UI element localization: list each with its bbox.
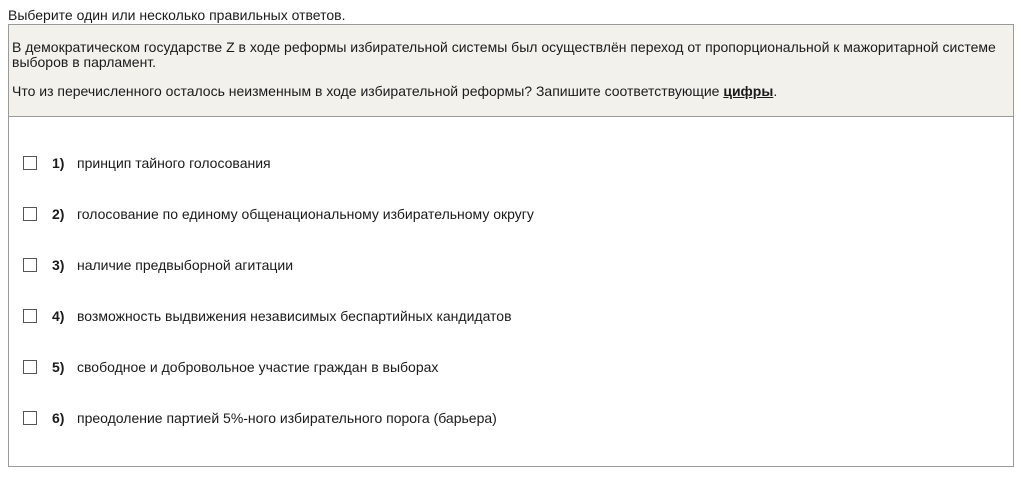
checkbox[interactable]: [23, 156, 37, 170]
option-text: принцип тайного голосования: [77, 155, 271, 171]
option-number: 4): [52, 308, 65, 324]
checkbox[interactable]: [23, 411, 37, 425]
question-prompt-text: Что из перечисленного осталось неизменным в ходе избирательной реформы? Запишите соответствующие: [12, 83, 724, 99]
answer-option-1[interactable]: [23, 153, 271, 173]
answer-option-5[interactable]: [23, 357, 438, 377]
question-prompt-suffix: .: [773, 83, 778, 99]
option-number: 5): [52, 359, 65, 375]
question-prompt-emphasis: цифры: [723, 83, 774, 99]
option-text: свободное и добровольное участие граждан в выборах: [77, 359, 439, 375]
question-statement: В демократическом государстве Z в ходе реформы избирательной системы был осуществлён переход от пропорциональной к мажоритарной системе выборов в парламент.: [12, 39, 996, 70]
answer-option-2[interactable]: [23, 204, 534, 224]
option-number: 2): [52, 206, 65, 222]
checkbox[interactable]: [23, 309, 37, 323]
option-text: преодоление партией 5%-ного избирательного порога (барьера): [77, 410, 497, 426]
question-block: [9, 25, 1013, 117]
option-text: наличие предвыборной агитации: [77, 257, 294, 273]
option-text: возможность выдвижения независимых беспартийных кандидатов: [77, 308, 512, 324]
task-box: [8, 24, 1014, 467]
answer-option-4[interactable]: [23, 306, 512, 326]
answer-option-3[interactable]: [23, 255, 293, 275]
answer-option-6[interactable]: [23, 408, 497, 428]
question-prompt: [12, 84, 1010, 99]
instruction-text: Выберите один или несколько правильных ответов.: [8, 7, 346, 23]
option-number: 6): [52, 410, 65, 426]
option-text: голосование по единому общенациональному избирательному округу: [77, 206, 534, 222]
checkbox[interactable]: [23, 207, 37, 221]
option-number: 3): [52, 257, 65, 273]
checkbox[interactable]: [23, 258, 37, 272]
option-number: 1): [52, 155, 65, 171]
checkbox[interactable]: [23, 360, 37, 374]
